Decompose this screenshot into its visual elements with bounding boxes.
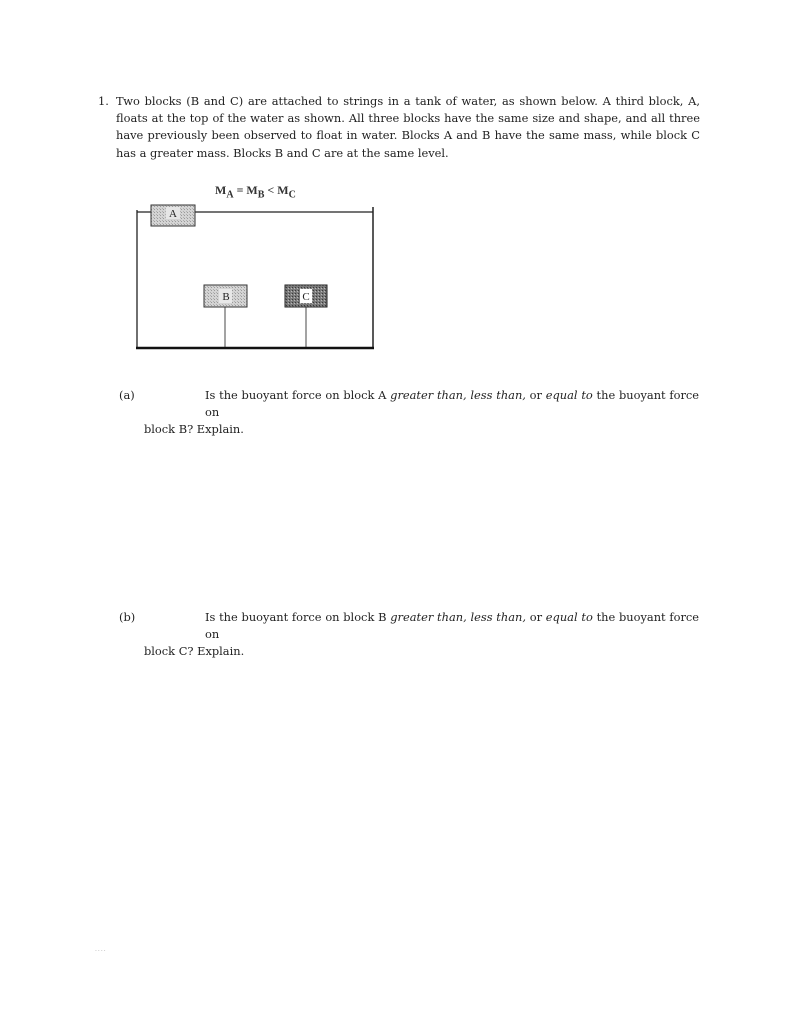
question-b-options: greater than, less than, (390, 610, 526, 624)
footer-dots: .... (95, 946, 107, 953)
block-c (285, 285, 327, 347)
question-a-equal: equal to (545, 388, 593, 402)
question-a-options: greater than, less than, (390, 388, 526, 402)
mass-subscript-a: A (226, 189, 234, 201)
question-b (119, 609, 699, 661)
mass-subscript-c: C (288, 189, 296, 201)
question-a-or: or (525, 388, 546, 402)
less-than-sign: < (264, 183, 278, 197)
block-a (151, 205, 195, 226)
mass-symbol-c: M (277, 183, 289, 197)
question-a-line-1 (205, 387, 699, 421)
question-b-tail: the buoyant force on (205, 610, 700, 642)
question-a-label: (a) (119, 388, 135, 402)
question-a (119, 387, 699, 439)
mass-symbol-b: M (246, 183, 258, 197)
block-b-label: B (222, 291, 230, 303)
mass-symbol-a: M (215, 183, 227, 197)
block-a-label: A (169, 208, 177, 220)
question-a-text: Is the buoyant force on block A (205, 388, 391, 402)
problem-statement (98, 93, 700, 162)
tank-diagram (130, 182, 385, 357)
mass-subscript-b: B (257, 189, 265, 201)
question-b-or: or (525, 610, 546, 624)
question-a-line-2: block B? Explain. (144, 422, 244, 437)
equals-sign: = (233, 183, 247, 197)
question-b-label: (b) (119, 610, 136, 624)
problem-text: Two blocks (B and C) are attached to strings in a tank of water, as shown below. A third block, A, floats at the top of the water as shown. All three blocks have the same size and shape, and all three have previously been observed to float in water. Blocks A and B have the same mass, while block C has a greater mass. Blocks B and C are at the same level. (116, 94, 700, 160)
question-a-tail: the buoyant force on (205, 388, 700, 420)
block-b (204, 285, 247, 347)
question-b-line-1 (205, 609, 699, 643)
question-b-line-2: block C? Explain. (144, 644, 245, 659)
problem-number: 1. (98, 94, 109, 108)
question-b-text: Is the buoyant force on block B (205, 610, 391, 624)
question-b-equal: equal to (545, 610, 593, 624)
block-c-label: C (302, 291, 310, 303)
